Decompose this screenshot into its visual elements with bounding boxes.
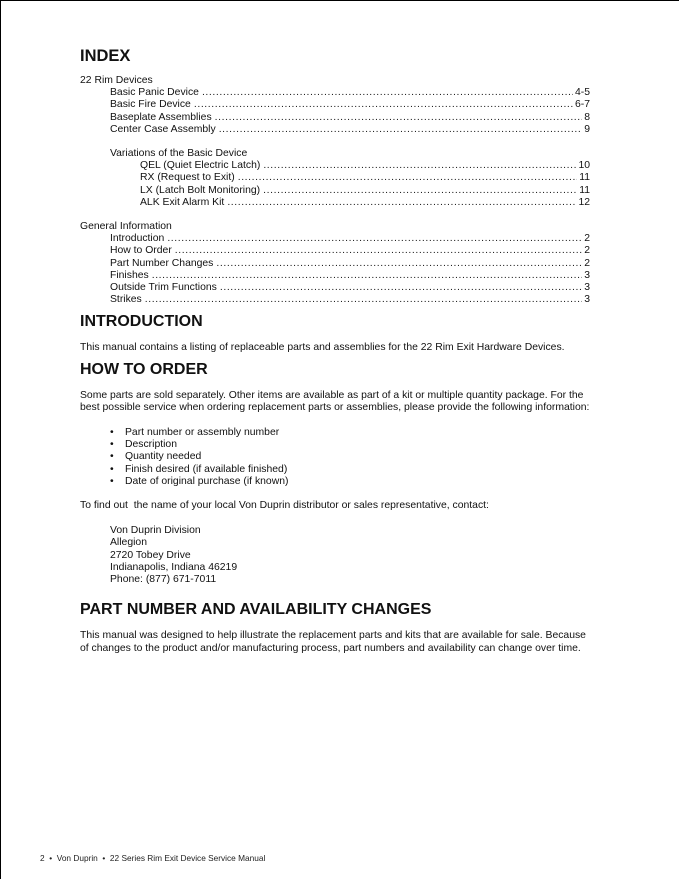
toc-entry-label: Outside Trim Functions	[110, 282, 217, 294]
toc-leader	[152, 270, 583, 282]
toc-entry-label: Center Case Assembly	[110, 123, 216, 135]
toc-leader	[263, 160, 576, 172]
toc-leader	[238, 172, 578, 184]
toc-leader	[216, 258, 582, 270]
toc-entry[interactable]	[80, 185, 590, 197]
page-footer: 2 • Von Duprin • 22 Series Rim Exit Device Service Manual	[40, 853, 266, 863]
list-item: • Part number or assembly number	[110, 427, 590, 439]
toc-entry[interactable]	[80, 233, 590, 245]
toc-leader	[263, 185, 577, 197]
address-line: Allegion	[110, 537, 147, 549]
toc-entry-page: 6-7	[574, 99, 590, 111]
toc-entry-label: Part Number Changes	[110, 257, 214, 269]
toc-entry[interactable]	[80, 270, 590, 282]
toc-entry-page: 2	[584, 245, 590, 257]
toc-entry[interactable]	[80, 258, 590, 270]
list-item: • Finish desired (if available finished)	[110, 464, 590, 476]
toc-entry[interactable]	[80, 87, 590, 99]
toc-entry-page: 9	[584, 123, 590, 135]
toc-group-rim-devices	[80, 75, 590, 209]
toc-entry[interactable]	[80, 99, 590, 111]
toc-entry[interactable]	[80, 197, 590, 209]
address-line: Indianapolis, Indiana 46219	[110, 561, 238, 573]
toc-group-label: General Information	[80, 221, 172, 233]
part-changes-text: This manual was designed to help illustrate the replacement parts and kits that are available for sale. Because of changes to the product and/or manufacturing process, part numbers and availability can change over time.	[80, 630, 586, 654]
table-of-contents	[80, 75, 590, 306]
spacer	[80, 136, 590, 148]
toc-entry-label: Basic Panic Device	[110, 87, 199, 99]
toc-entry-label: QEL (Quiet Electric Latch)	[140, 160, 261, 172]
list-item: • Description	[110, 439, 590, 451]
toc-entry-label: LX (Latch Bolt Monitoring)	[140, 184, 261, 196]
how-to-order-text: Some parts are sold separately. Other items are available as part of a kit or multiple quantity package. For the best possible service when ordering replacement parts or assemblies, please provide the following information:	[80, 389, 590, 413]
toc-leader	[194, 99, 573, 111]
part-changes-heading: PART NUMBER AND AVAILABILITY CHANGES	[80, 601, 432, 619]
address-line: 2720 Tobey Drive	[110, 549, 191, 561]
index-heading: INDEX	[80, 47, 131, 65]
toc-entry[interactable]	[80, 294, 590, 306]
toc-entry-page: 12	[578, 196, 590, 208]
toc-entry[interactable]	[80, 282, 590, 294]
toc-entry-page: 3	[584, 269, 590, 281]
toc-entry-label: How to Order	[110, 245, 172, 257]
toc-group-label: 22 Rim Devices	[80, 75, 153, 86]
toc-leader	[145, 294, 582, 306]
toc-entry-page: 4-5	[574, 87, 590, 99]
toc-entry-page: 3	[584, 294, 590, 306]
toc-entry-page: 8	[584, 111, 590, 123]
toc-entry[interactable]	[80, 112, 590, 124]
list-item: • Date of original purchase (if known)	[110, 476, 590, 488]
toc-entry-page: 2	[584, 257, 590, 269]
toc-entry-label: ALK Exit Alarm Kit	[140, 196, 225, 208]
toc-entry-label: RX (Request to Exit)	[140, 172, 235, 184]
toc-entry-label: Introduction	[110, 233, 165, 245]
toc-entry-page: 3	[584, 282, 590, 294]
toc-entry-label: Baseplate Assemblies	[110, 111, 212, 123]
contact-address	[110, 525, 590, 586]
phone-line: Phone: (877) 671-7011	[110, 574, 217, 586]
toc-entry[interactable]	[80, 160, 590, 172]
order-info-list	[110, 427, 590, 488]
toc-group-general-information	[80, 221, 590, 306]
toc-entry-page: 10	[578, 160, 590, 172]
toc-leader	[167, 233, 582, 245]
toc-leader	[202, 87, 573, 99]
toc-entry-page: 2	[584, 233, 590, 245]
toc-leader	[215, 112, 583, 124]
toc-entry[interactable]	[80, 124, 590, 136]
list-item: • Quantity needed	[110, 451, 590, 463]
toc-entry[interactable]	[80, 245, 590, 257]
how-to-order-heading: HOW TO ORDER	[80, 360, 208, 378]
toc-leader	[219, 124, 583, 136]
toc-entry-page: 11	[579, 172, 590, 184]
toc-entry[interactable]	[80, 172, 590, 184]
spacer	[80, 209, 590, 221]
toc-leader	[227, 197, 576, 209]
contact-intro-text: To find out the name of your local Von Duprin distributor or sales representative, contact:	[80, 500, 489, 512]
toc-subgroup-label: Variations of the Basic Device	[110, 148, 248, 160]
introduction-heading: INTRODUCTION	[80, 313, 203, 331]
toc-entry-label: Finishes	[110, 269, 149, 281]
address-line: Von Duprin Division	[110, 525, 201, 537]
toc-entry-page: 11	[579, 184, 590, 196]
introduction-text: This manual contains a listing of replaceable parts and assemblies for the 22 Rim Exit Hardware Devices.	[80, 342, 565, 354]
toc-leader	[175, 245, 582, 257]
toc-leader	[220, 282, 582, 294]
toc-entry-label: Strikes	[110, 294, 142, 306]
toc-entry-label: Basic Fire Device	[110, 99, 191, 111]
document-body	[80, 46, 590, 655]
